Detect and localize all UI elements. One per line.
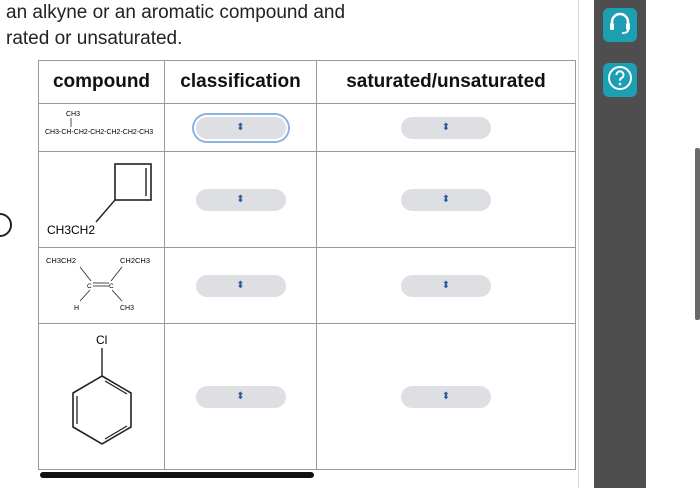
classification-dropdown-3[interactable] bbox=[196, 275, 286, 297]
top-left-substituent: CH3CH2 bbox=[46, 256, 77, 265]
chevron-updown-icon: ⬍ bbox=[236, 390, 245, 402]
classification-dropdown-2[interactable] bbox=[196, 189, 286, 211]
question-line-1: an alkyne or an aromatic compound and bbox=[6, 2, 346, 23]
header-classification: classification bbox=[165, 61, 317, 104]
header-compound: compound bbox=[39, 61, 165, 104]
chevron-updown-icon: ⬍ bbox=[441, 193, 451, 205]
compound-cell-2 bbox=[39, 152, 165, 248]
compound-cell-1 bbox=[39, 104, 165, 152]
header-saturation: saturated/unsaturated bbox=[317, 61, 576, 104]
classification-dropdown-1[interactable] bbox=[196, 117, 286, 139]
compound-structure-3 bbox=[40, 248, 164, 322]
panel-divider bbox=[578, 0, 579, 488]
main-chain-label: CH3-CH-CH2-CH2-CH2-CH2-CH3 bbox=[45, 129, 154, 136]
vertical-scrollbar[interactable] bbox=[695, 148, 700, 320]
chevron-updown-icon: ⬍ bbox=[441, 121, 451, 133]
chloro-label: Cl bbox=[96, 333, 108, 347]
methyl-label: CH3 bbox=[120, 305, 135, 312]
chevron-updown-icon: ⬍ bbox=[441, 279, 451, 291]
chevron-updown-icon: ⬍ bbox=[441, 390, 451, 402]
horizontal-scrollbar[interactable] bbox=[40, 472, 314, 478]
alkene-carbon-1: C bbox=[87, 283, 92, 290]
compound-structure-1 bbox=[40, 104, 164, 150]
top-right-substituent: CH2CH3 bbox=[120, 256, 151, 265]
support-button[interactable] bbox=[603, 8, 637, 42]
compound-cell-4 bbox=[39, 324, 165, 470]
saturation-dropdown-1[interactable] bbox=[401, 117, 491, 139]
ethyl-label: CH3CH2 bbox=[47, 223, 96, 237]
saturation-dropdown-3[interactable] bbox=[401, 275, 491, 297]
classification-table bbox=[38, 60, 576, 470]
compound-structure-2 bbox=[40, 152, 164, 246]
chevron-updown-icon: ⬍ bbox=[236, 121, 245, 133]
compound-structure-4 bbox=[40, 324, 164, 470]
help-button[interactable] bbox=[603, 63, 637, 97]
compound-cell-3 bbox=[39, 248, 165, 324]
collapse-handle[interactable] bbox=[0, 213, 12, 237]
help-icon bbox=[607, 65, 633, 96]
hydrogen-label: H bbox=[74, 305, 80, 312]
saturation-dropdown-2[interactable] bbox=[401, 189, 491, 211]
saturation-dropdown-4[interactable] bbox=[401, 386, 491, 408]
headset-icon bbox=[607, 10, 633, 41]
question-text bbox=[6, 0, 345, 52]
chevron-updown-icon: ⬍ bbox=[236, 279, 245, 291]
branch-methyl-label: CH3 bbox=[66, 111, 81, 118]
alkene-carbon-2: C bbox=[109, 283, 114, 290]
classification-dropdown-4[interactable] bbox=[196, 386, 286, 408]
chevron-updown-icon: ⬍ bbox=[236, 193, 245, 205]
question-line-2: rated or unsaturated. bbox=[6, 28, 183, 49]
